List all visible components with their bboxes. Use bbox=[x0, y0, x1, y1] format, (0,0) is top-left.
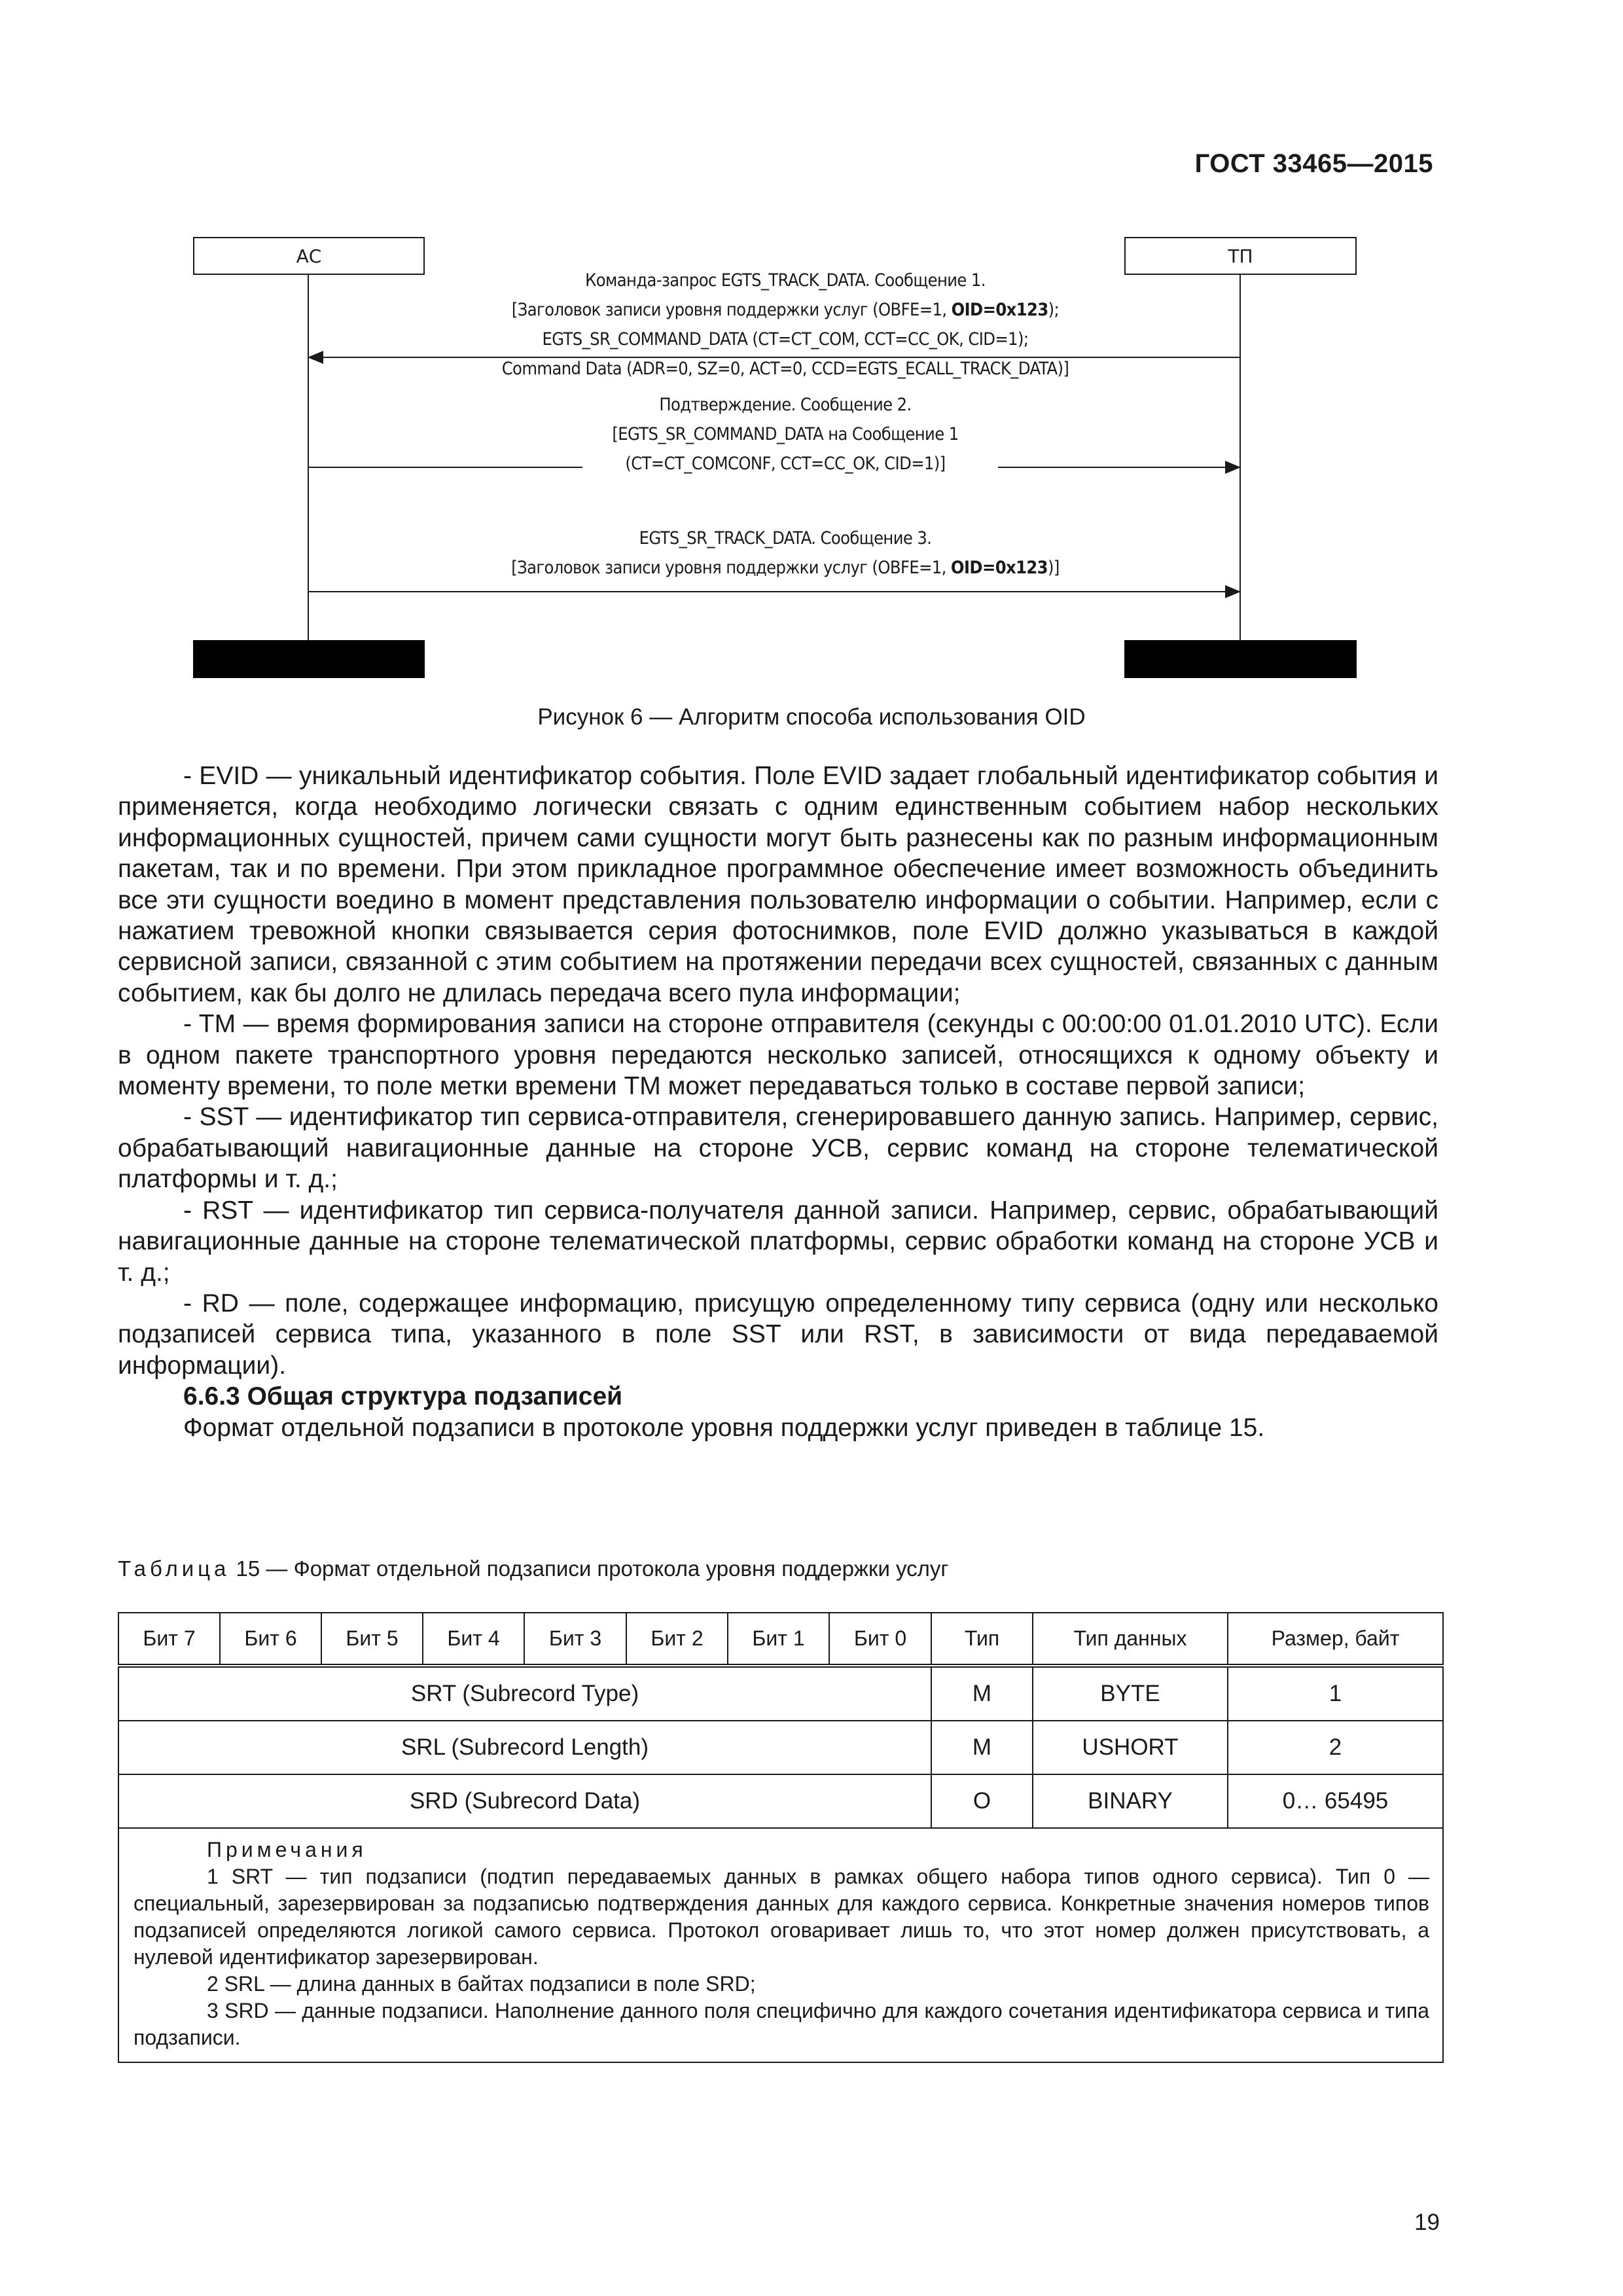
paragraph-tm: - TM — время формирования записи на стороне отправителя (секунды с 00:00:00 01.01.2010 UTC). Если в одном пакете транспортного уровня передаются несколько записей, относящихся к одному объекту и моменту времени, то поле метки времени TM может передаваться только в составе первой записи; bbox=[118, 1010, 1438, 1101]
datatype-cell: BYTE bbox=[1033, 1666, 1228, 1721]
size-cell: 0… 65495 bbox=[1228, 1774, 1443, 1828]
header-cell: Бит 7 bbox=[118, 1613, 220, 1666]
size-cell: 1 bbox=[1228, 1666, 1443, 1721]
header-cell: Бит 2 bbox=[626, 1613, 728, 1666]
table-header-row bbox=[118, 1613, 1443, 1666]
document-standard-header: ГОСТ 33465—2015 bbox=[1194, 149, 1433, 178]
section-heading: 6.6.3 Общая структура подзаписей bbox=[183, 1382, 623, 1411]
header-cell: Тип данных bbox=[1033, 1613, 1228, 1666]
actor-right-label: ТП bbox=[1228, 245, 1253, 267]
message2-line2: [EGTS_SR_COMMAND_DATA на Сообщение 1 bbox=[612, 424, 959, 444]
paragraph-format: Формат отдельной подзаписи в протоколе уровня поддержки услуг приведен в таблице 15. bbox=[183, 1413, 1265, 1442]
actor-left-end-bar bbox=[193, 640, 425, 678]
message2-line1: Подтверждение. Сообщение 2. bbox=[659, 395, 912, 415]
datatype-cell: BINARY bbox=[1033, 1774, 1228, 1828]
note-2: 2 SRL — длина данных в байтах подзаписи в поле SRD; bbox=[207, 1972, 756, 1996]
note-3: 3 SRD — данные подзаписи. Наполнение данного поля специфично для каждого сочетания идентификатора сервиса и типа подзаписи. bbox=[134, 1999, 1429, 2049]
header-cell: Бит 3 bbox=[524, 1613, 626, 1666]
message1-line3: EGTS_SR_COMMAND_DATA (CT=CT_COM, CCT=CC_OK, CID=1); bbox=[542, 329, 1029, 350]
message2-line3: (CT=CT_COMCONF, CCT=CC_OK, CID=1)] bbox=[625, 454, 946, 474]
header-cell: Бит 1 bbox=[728, 1613, 829, 1666]
message1-label bbox=[458, 266, 1113, 384]
actor-left-box bbox=[193, 237, 425, 275]
body-text bbox=[118, 761, 1438, 1443]
type-cell: M bbox=[931, 1721, 1033, 1774]
datatype-cell: USHORT bbox=[1033, 1721, 1228, 1774]
message1-line4: Command Data (ADR=0, SZ=0, ACT=0, CCD=EGTS_ECALL_TRACK_DATA)] bbox=[501, 359, 1069, 379]
table-notes bbox=[118, 1828, 1443, 2062]
actor-right-end-bar bbox=[1124, 640, 1357, 678]
message1-line1: Команда-запрос EGTS_TRACK_DATA. Сообщение 1. bbox=[585, 270, 986, 291]
field-cell: SRD (Subrecord Data) bbox=[118, 1774, 931, 1828]
header-cell: Бит 5 bbox=[321, 1613, 423, 1666]
table-title bbox=[118, 1556, 948, 1581]
paragraph-rd: - RD — поле, содержащее информацию, присущую определенному типу сервиса (одну или несколько подзаписей сервиса типа, указанного в поле SST или RST, в зависимости от вида передаваемой информации). bbox=[118, 1289, 1438, 1380]
header-cell: Бит 6 bbox=[220, 1613, 321, 1666]
subrecord-format-table bbox=[118, 1612, 1444, 2063]
message2-label bbox=[491, 390, 1080, 478]
actor-left-label: АС bbox=[296, 245, 322, 267]
type-cell: O bbox=[931, 1774, 1033, 1828]
table-title-word: Таблица bbox=[118, 1556, 230, 1581]
paragraph-evid: - EVID — уникальный идентификатор события. Поле EVID задает глобальный идентификатор события и применяется, когда необходимо логически связать с одним единственным событием набор нескольких информационных сущностей, причем сами сущности могут быть разнесены как по разным информационным пакетам, так и по времени. При этом прикладное программное обеспечение имеет возможность объединить все эти сущности воедино в момент представления пользователю информации о событии. Например, если с нажатием тревожной кнопки связывается серия фотоснимков, поле EVID должно указываться в каждой сервисной записи, связанной с этим событием на протяжении передачи всех сущностей, связанных с данным событием, как бы долго не длилась передача всего пула информации; bbox=[118, 762, 1438, 1007]
table-notes-row bbox=[118, 1828, 1443, 2062]
actor-right-box bbox=[1124, 237, 1357, 275]
header-cell: Размер, байт bbox=[1228, 1613, 1443, 1666]
table-row bbox=[118, 1721, 1443, 1774]
paragraph-rst: - RST — идентификатор тип сервиса-получателя данной записи. Например, сервис, обрабатывающий навигационные данные на стороне телематической платформы, сервис обработки команд на стороне УСВ и т. д.; bbox=[118, 1196, 1438, 1287]
note-1: 1 SRT — тип подзаписи (подтип передаваемых данных в рамках общего набора типов одного сервиса). Тип 0 — специальный, зарезервирован за подзаписью подтверждения данных для каждого сервиса. Конкретные значения номеров типов подзаписей определяются логикой самого сервиса. Протокол оговаривает лишь то, что этот номер должен присутствовать, а нулевой идентификатор зарезервирован. bbox=[134, 1865, 1429, 1969]
notes-title: Примечания bbox=[207, 1838, 367, 1861]
table-row bbox=[118, 1666, 1443, 1721]
header-cell: Тип bbox=[931, 1613, 1033, 1666]
field-cell: SRT (Subrecord Type) bbox=[118, 1666, 931, 1721]
header-cell: Бит 4 bbox=[423, 1613, 524, 1666]
message3-line1: EGTS_SR_TRACK_DATA. Сообщение 3. bbox=[639, 528, 932, 548]
message1-line2: [Заголовок записи уровня поддержки услуг (OBFE=1, OID=0x123); bbox=[511, 300, 1060, 320]
message3-line2: [Заголовок записи уровня поддержки услуг (OBFE=1, OID=0x123)] bbox=[511, 558, 1060, 578]
table-title-text: 15 — Формат отдельной подзаписи протокола уровня поддержки услуг bbox=[230, 1556, 949, 1581]
figure-caption: Рисунок 6 — Алгоритм способа использования OID bbox=[537, 704, 1086, 730]
sequence-diagram bbox=[0, 0, 1623, 720]
table-row bbox=[118, 1774, 1443, 1828]
paragraph-sst: - SST — идентификатор тип сервиса-отправителя, сгенерировавшего данную запись. Например, сервис, обрабатывающий навигационные данные на стороне УСВ, сервис команд на стороне телематической платформы и т. д.; bbox=[118, 1103, 1438, 1194]
header-cell: Бит 0 bbox=[829, 1613, 931, 1666]
field-cell: SRL (Subrecord Length) bbox=[118, 1721, 931, 1774]
size-cell: 2 bbox=[1228, 1721, 1443, 1774]
page-number: 19 bbox=[1414, 2210, 1440, 2235]
type-cell: M bbox=[931, 1666, 1033, 1721]
message3-label bbox=[458, 524, 1113, 583]
